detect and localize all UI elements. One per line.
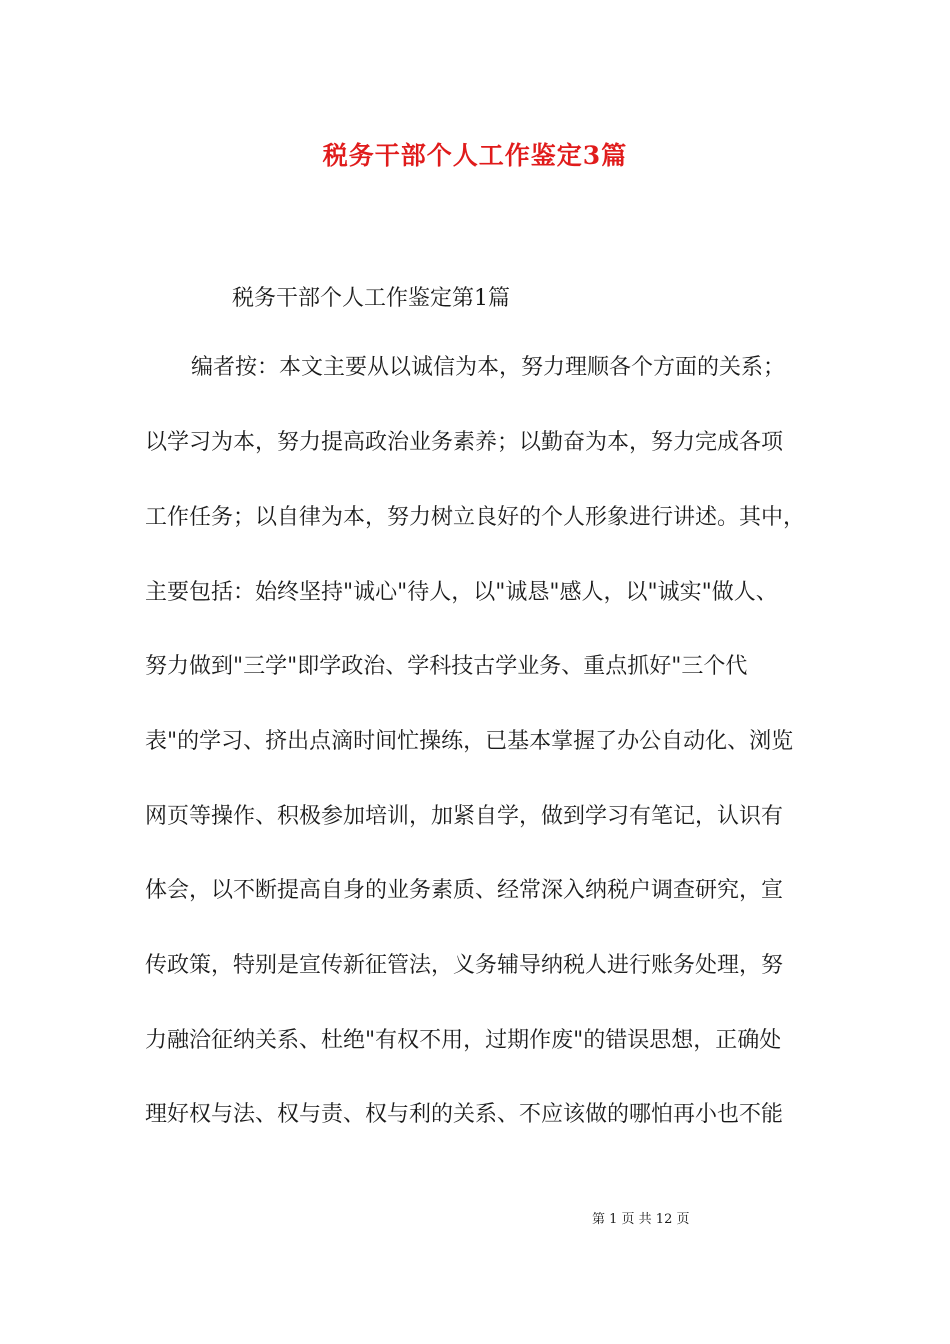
paragraph-line: 表"的学习、挤出点滴时间忙操练，已基本掌握了办公自动化、浏览 [145,729,794,754]
document-title: 税务干部个人工作鉴定3篇 [322,141,628,170]
paragraph-line: 主要包括：始终坚持"诚心"待人，以"诚恳"感人，以"诚实"做人、 [145,580,778,605]
paragraph-line: 工作任务；以自律为本，努力树立良好的个人形象进行讲述。其中， [145,505,806,530]
paragraph-line: 以学习为本，努力提高政治业务素养；以勤奋为本，努力完成各项 [145,430,784,455]
section-title: 税务干部个人工作鉴定第1篇 [232,286,510,311]
paragraph-line: 理好权与法、权与责、权与利的关系、不应该做的哪怕再小也不能 [145,1102,784,1127]
paragraph-line: 网页等操作、积极参加培训，加紧自学，做到学习有笔记，认识有 [145,804,784,829]
paragraph-line: 编者按：本文主要从以诚信为本，努力理顺各个方面的关系； [191,355,786,380]
paragraph-line: 体会，以不断提高自身的业务素质、经常深入纳税户调查研究，宣 [145,878,784,903]
paragraph-line: 力融洽征纳关系、杜绝"有权不用，过期作废"的错误思想，正确处 [145,1028,782,1053]
page-number: 第 1 页 共 12 页 [592,1212,690,1227]
paragraph-line: 努力做到"三学"即学政治、学科技古学业务、重点抓好"三个代 [145,654,748,679]
paragraph-line: 传政策，特别是宣传新征管法，义务辅导纳税人进行账务处理，努 [145,953,784,978]
